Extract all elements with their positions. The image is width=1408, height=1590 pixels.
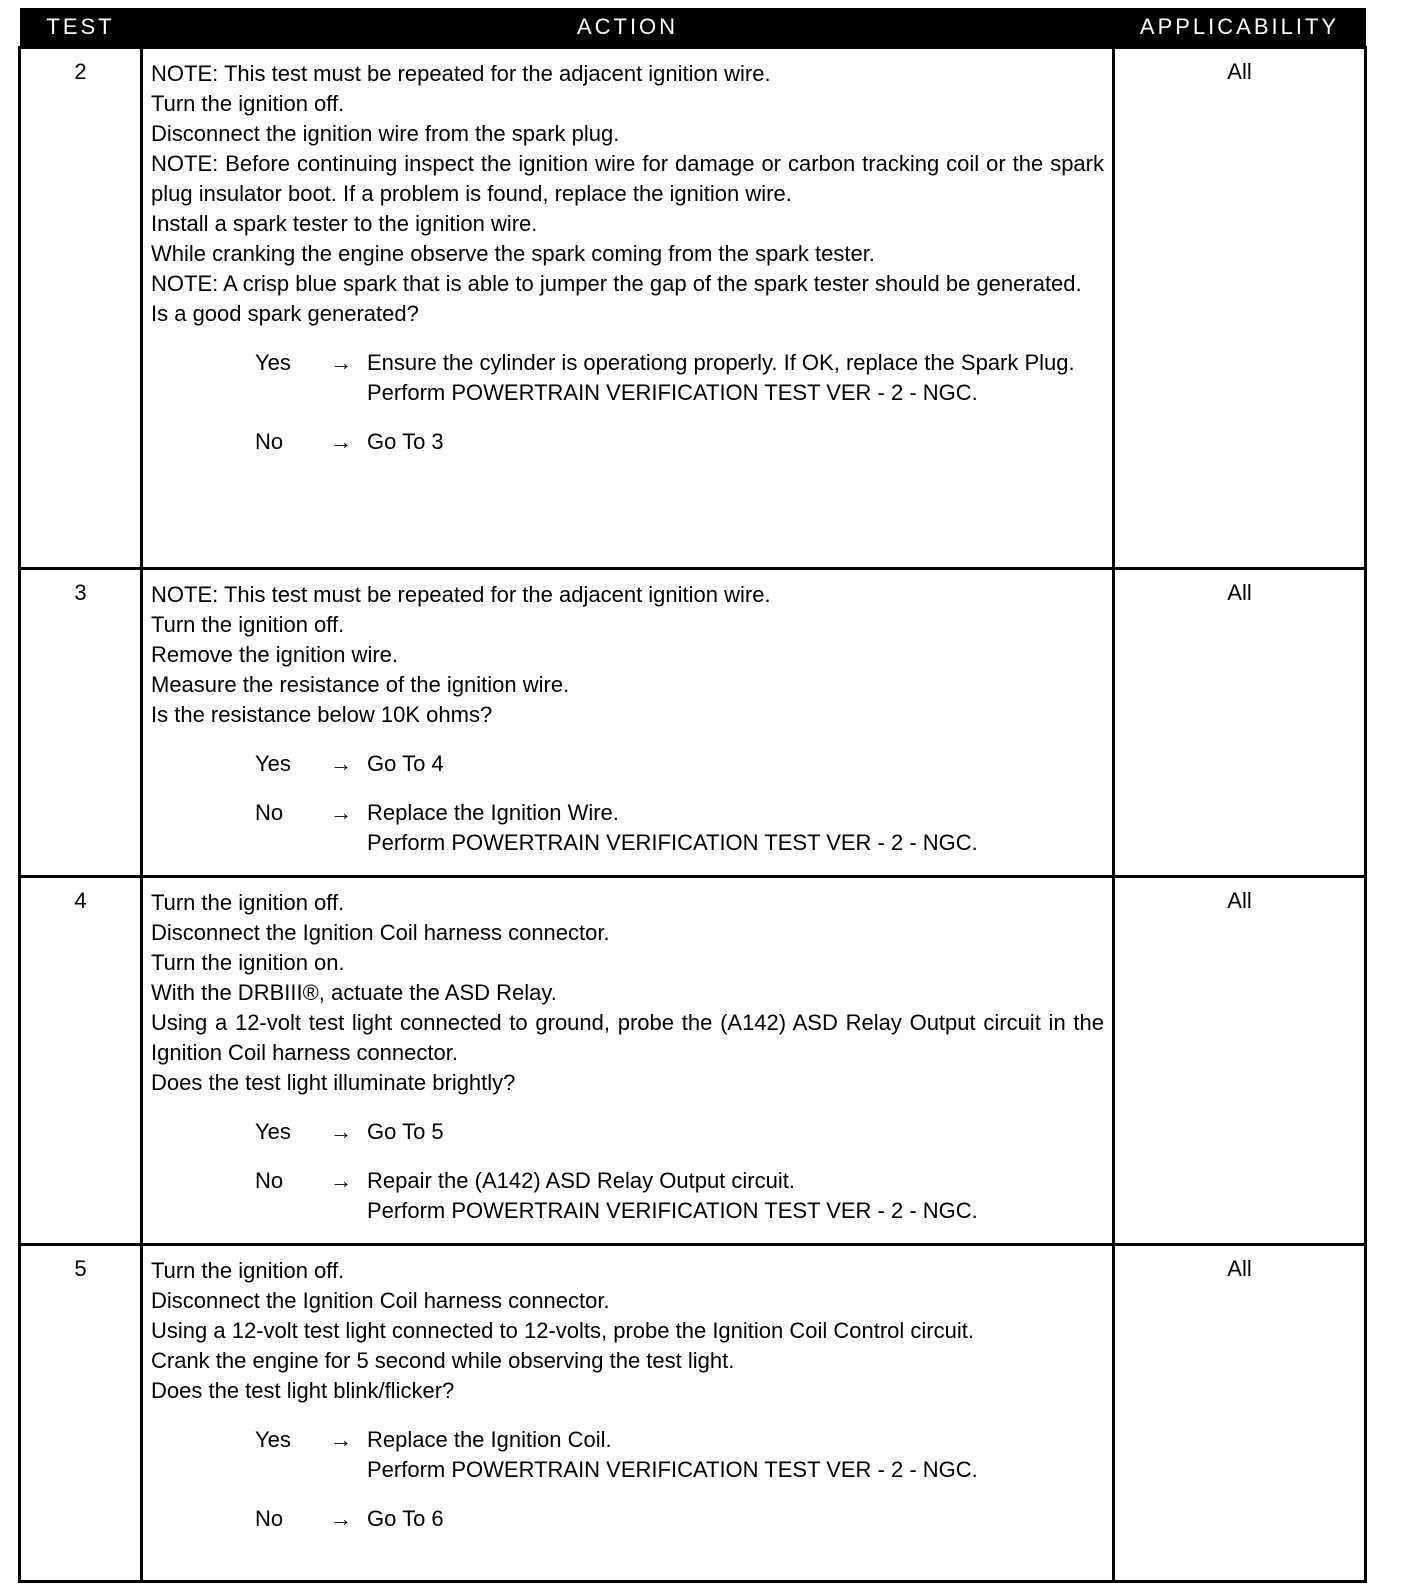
action-step: NOTE: This test must be repeated for the adjacent ignition wire. — [151, 582, 771, 607]
outcome-result — [367, 749, 1104, 779]
action-step: Crank the engine for 5 second while observing the test light. — [151, 1348, 735, 1373]
action-step: Using a 12-volt test light connected to ground, probe the (A142) ASD Relay Output circuit in the Ignition Coil harness connector. — [151, 1010, 1104, 1065]
action-cell — [142, 877, 1114, 1245]
action-step: Turn the ignition off. — [151, 91, 345, 116]
diagnostic-test-table — [18, 8, 1367, 1583]
action-step: Turn the ignition off. — [151, 1258, 345, 1283]
action-step: NOTE: A crisp blue spark that is able to jumper the gap of the spark tester should be generated. — [151, 271, 1082, 296]
arrow-right-icon: → — [330, 1506, 352, 1531]
outcome-result-line: Go To 3 — [367, 429, 444, 454]
outcome-result-line: Replace the Ignition Wire. — [367, 800, 619, 825]
outcome-result-line: Perform POWERTRAIN VERIFICATION TEST VER - 2 - NGC. — [367, 1457, 978, 1482]
table-row — [20, 1245, 1366, 1582]
outcome-label: No — [255, 1506, 284, 1531]
diagnostic-table-sheet — [18, 8, 1364, 1583]
action-step: Using a 12-volt test light connected to 12-volts, probe the Ignition Coil Control circuit. — [151, 1318, 974, 1343]
outcome-result — [367, 348, 1104, 408]
table-header — [20, 8, 1366, 48]
action-step: NOTE: Before continuing inspect the ignition wire for damage or carbon tracking coil or the spark plug insulator boot. If a problem is found, replace the ignition wire. — [151, 151, 1104, 206]
action-step: Disconnect the Ignition Coil harness connector. — [151, 1288, 610, 1313]
outcome-yes — [255, 749, 1104, 779]
outcome-result-line: Repair the (A142) ASD Relay Output circuit. — [367, 1168, 795, 1193]
action-step: Remove the ignition wire. — [151, 642, 399, 667]
arrow-right-icon: → — [330, 751, 352, 776]
outcome-yes — [255, 348, 1104, 408]
applicability-value: All — [1114, 1245, 1366, 1582]
outcome-result — [367, 427, 1104, 457]
action-step: Turn the ignition off. — [151, 890, 345, 915]
outcome-result-line: Go To 4 — [367, 751, 444, 776]
header-applicability: APPLICABILITY — [1114, 8, 1366, 48]
outcome-result-line: Perform POWERTRAIN VERIFICATION TEST VER - 2 - NGC. — [367, 830, 978, 855]
applicability-value: All — [1114, 48, 1366, 569]
header-action: ACTION — [142, 8, 1114, 48]
outcome-result-line: Ensure the cylinder is operationg properly. If OK, replace the Spark Plug. — [367, 350, 1075, 375]
outcome-result — [367, 798, 1104, 858]
action-step: Measure the resistance of the ignition wire. — [151, 672, 570, 697]
arrow-right-icon: → — [330, 1119, 352, 1144]
outcome-label: No — [255, 429, 284, 454]
arrow-right-icon: → — [330, 1168, 352, 1193]
header-test: TEST — [20, 8, 142, 48]
outcome-yes — [255, 1425, 1104, 1485]
outcome-no — [255, 1504, 1104, 1534]
action-cell — [142, 48, 1114, 569]
outcome-label: Yes — [255, 1427, 291, 1452]
applicability-value: All — [1114, 569, 1366, 877]
test-number: 5 — [20, 1245, 142, 1582]
action-step: With the DRBIII®, actuate the ASD Relay. — [151, 980, 557, 1005]
outcome-label: No — [255, 1168, 284, 1193]
table-row — [20, 569, 1366, 877]
action-step: Does the test light illuminate brightly? — [151, 1070, 516, 1095]
outcome-result-line: Go To 6 — [367, 1506, 444, 1531]
arrow-right-icon: → — [330, 800, 352, 825]
action-step: Turn the ignition on. — [151, 950, 345, 975]
action-step: Is a good spark generated? — [151, 301, 419, 326]
outcome-label: Yes — [255, 1119, 291, 1144]
table-body — [20, 48, 1366, 1582]
action-step: Disconnect the Ignition Coil harness connector. — [151, 920, 610, 945]
test-number: 4 — [20, 877, 142, 1245]
table-row — [20, 877, 1366, 1245]
action-step: Install a spark tester to the ignition wire. — [151, 211, 538, 236]
action-step: Does the test light blink/flicker? — [151, 1378, 455, 1403]
outcome-label: No — [255, 800, 284, 825]
action-step: Turn the ignition off. — [151, 612, 345, 637]
outcome-label: Yes — [255, 350, 291, 375]
action-step: Is the resistance below 10K ohms? — [151, 702, 493, 727]
outcome-result — [367, 1166, 1104, 1226]
outcome-result — [367, 1504, 1104, 1534]
outcome-no — [255, 798, 1104, 858]
outcome-result-line: Replace the Ignition Coil. — [367, 1427, 612, 1452]
action-step: Disconnect the ignition wire from the spark plug. — [151, 121, 620, 146]
outcome-label: Yes — [255, 751, 291, 776]
table-row — [20, 48, 1366, 569]
arrow-right-icon: → — [330, 1427, 352, 1452]
action-cell — [142, 1245, 1114, 1582]
action-step: While cranking the engine observe the spark coming from the spark tester. — [151, 241, 875, 266]
outcome-result-line: Perform POWERTRAIN VERIFICATION TEST VER - 2 - NGC. — [367, 1198, 978, 1223]
outcome-no — [255, 427, 1104, 457]
applicability-value: All — [1114, 877, 1366, 1245]
outcome-result-line: Go To 5 — [367, 1119, 444, 1144]
test-number: 2 — [20, 48, 142, 569]
arrow-right-icon: → — [330, 350, 352, 375]
arrow-right-icon: → — [330, 429, 352, 454]
action-step: NOTE: This test must be repeated for the adjacent ignition wire. — [151, 61, 771, 86]
outcome-result — [367, 1117, 1104, 1147]
outcome-result-line: Perform POWERTRAIN VERIFICATION TEST VER - 2 - NGC. — [367, 380, 978, 405]
test-number: 3 — [20, 569, 142, 877]
action-cell — [142, 569, 1114, 877]
outcome-result — [367, 1425, 1104, 1485]
outcome-no — [255, 1166, 1104, 1226]
outcome-yes — [255, 1117, 1104, 1147]
